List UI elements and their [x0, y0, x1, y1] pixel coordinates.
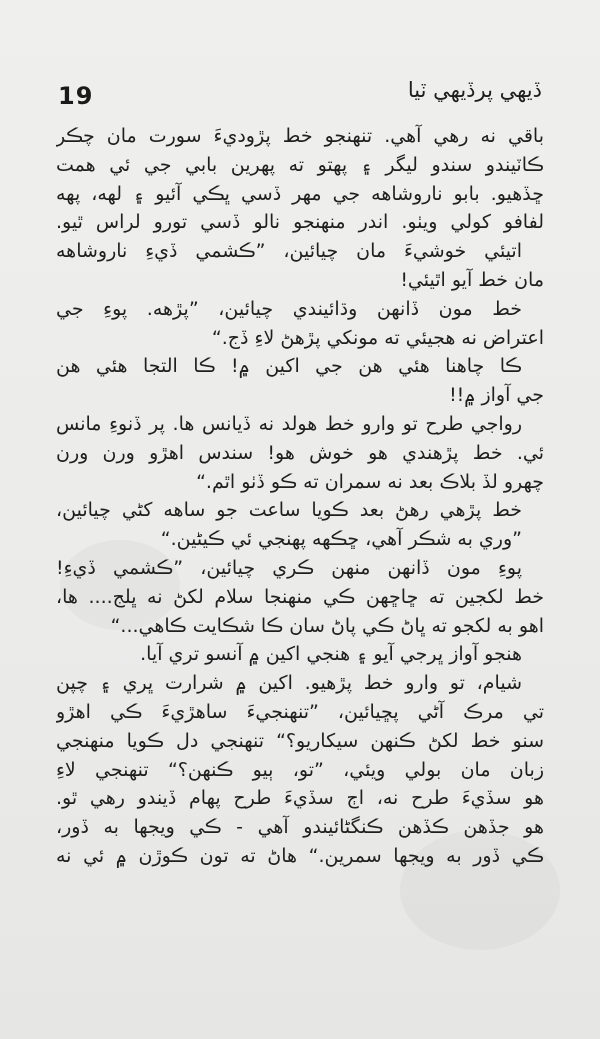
text-line: ئي. خط پڙهندي هو خوش هو! سندس اهڙو ورن ورن — [56, 441, 544, 464]
text-line: ڪاٽيندو سندو ليگر ۽ پهتو ته پهرين بابي جي ئي همت — [56, 153, 544, 176]
text-line: خط لکجين ته ڇاڇهن ڪي منهنجا سلام لکڻ نه ڀلج.... ها، — [56, 585, 544, 608]
paragraph — [56, 410, 544, 496]
paragraph — [56, 554, 544, 640]
text-line: تي مرڪ آڻي پڇيائين، ”تنهنجيءَ ساهڙيءَ ڪي اهڙو — [56, 700, 544, 723]
text-line: مان خط آيو اٿيئي! — [400, 268, 544, 291]
text-line: سنو خط لکڻ ڪنهن سيکاريو؟“ تنهنجي دل ڪويا منهنجي — [56, 729, 544, 752]
body-text — [56, 122, 544, 871]
text-line: هو سڏيءَ طرح نه، اڄ سڏيءَ طرح پهام ڏيندو رهي ٿو. — [56, 787, 544, 810]
text-line: ڇڏهيو. بابو ناروشاهه جي مهر ڏسي ڀڪي آئيو ۽ لهه، پهه — [56, 182, 544, 205]
text-line: پوءِ مون ڏانهن منهن ڪري چيائين، ”ڪشمي ڏيءِ! — [56, 556, 522, 579]
running-head: ڏيهي پرڏيهي ٽيا — [407, 78, 542, 102]
text-line: رواجي طرح تو وارو خط هولد نه ڏيانس ها. پر ڏنوءِ مانس — [56, 412, 522, 435]
text-line: خط پڙهي رهڻ بعد ڪويا ساعت جو ساهه کڻي چيائين، — [56, 499, 522, 522]
text-line: چهرو لڏ بلاڪ بعد نه سمران ته ڪو ڏٺو اٿم.“ — [196, 470, 544, 493]
paragraph — [56, 496, 544, 554]
text-line: اهو به لکجو ته ڀاڻ ڪي پاڻ سان ڪا شڪايت ڪاهي...“ — [110, 614, 544, 637]
text-line: شيام، تو وارو خط پڙهيو. اکين ۾ شرارت ڀري ۽ چپن — [56, 672, 522, 695]
text-line: باقي نه رهي آهي. تنهنجو خط پڙوديءَ سورت مان چڪر — [56, 125, 544, 147]
text-line: زبان مان بولي ويئي، ”تو، ٻيو ڪنهن؟“ تنهنجي لاءِ — [56, 758, 544, 781]
paragraph — [56, 640, 544, 669]
text-line: هو جڏهن ڪڏهن ڪنگڻائيندو آهي - ڪي ويجها به ڏور، — [56, 816, 544, 839]
text-line: هنجو آواز ڀرجي آيو ۽ هنجي اکين ۾ آنسو تري آيا. — [140, 643, 522, 666]
text-line: ”وري به شڪر آهي، ڇڪهه پهنجي ئي ڪيڻين.“ — [160, 528, 522, 551]
page-number: 19 — [58, 82, 94, 110]
text-line: اعتراض نه هجيئي ته مونکي پڙهڻ لاءِ ڏج.“ — [211, 326, 544, 349]
text-line: لفافو کولي ويٺو. اندر منهنجو نالو ڏسي تورو لراس ٿيو. — [56, 211, 544, 234]
text-line: ڪي ڏور به ويجها سمرين.“ هاڻ ته تون ڪوڙن ۾ ئي نه — [56, 844, 544, 867]
paragraph — [56, 352, 544, 410]
text-line: جي آواز ۾!! — [449, 384, 544, 407]
paragraph — [56, 122, 544, 295]
paragraph — [56, 295, 544, 353]
text-line: اتيئي خوشيءَ مان چيائين، ”ڪشمي ڏيءِ ناروشاهه — [56, 240, 522, 263]
text-line: خط مون ڏانهن وڌائيندي چيائين، ”پڙهه. پوءِ جي — [56, 297, 522, 320]
text-line: ڪا چاهنا هئي هن جي اکين ۾! ڪا التجا هئي هن — [56, 355, 522, 378]
paragraph — [56, 669, 544, 871]
